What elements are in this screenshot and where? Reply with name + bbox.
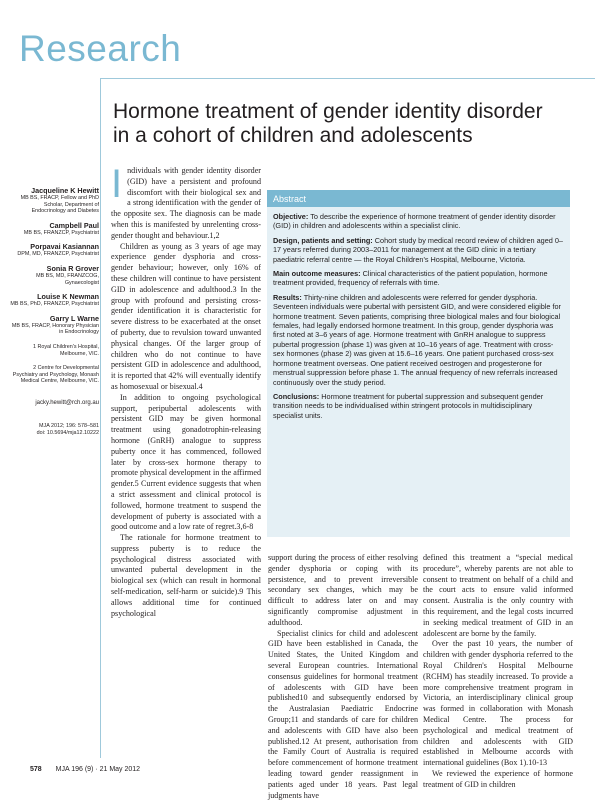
body-paragraph: We reviewed the experience of hormone treatment of GID in children [423,768,573,789]
author-credentials: MB BS, FRANZCP, Psychiatrist [23,229,99,236]
abstract-label: Design, patients and setting: [273,235,373,245]
affiliation: 2 Centre for Developmental Psychiatry and Psychology, Monash Medical Centre, Melbourne, VIC. [12,365,99,385]
author-name: Campbell Paul [49,220,99,230]
author-name: Garry L Warne [49,313,99,323]
abstract-design [267,236,570,264]
article-title: Hormone treatment of gender identity disorder in a cohort of children and adolescents [113,100,543,147]
abstract-results [267,293,570,387]
citation-doi[interactable]: doi: 10.5694/mja12.10222 [36,429,99,436]
author-credentials: MB BS, PhD, FRANZCP, Psychiatrist [10,301,99,308]
abstract-conclusions [267,392,570,420]
citation-info [10,423,99,437]
abstract-text: To describe the experience of hormone treatment of gender identity disorder (GID) in children and adolescents within a specialist clinic. [273,212,556,231]
journal-issue: MJA 196 (9) · 21 May 2012 [55,766,141,773]
page-number: 578 [30,766,42,773]
body-paragraph: Children as young as 3 years of age may experience gender dysphoria and cross-gender behaviour; however, only 16% of these children will continue to have persistent GID in adolescence and adulthood.3 In the group with profound and persisting cross-gender identification it is characteristic for severe distress to be exacerbated at the onset of puberty, due to revulsion toward unwanted physical changes. Of the larger group of children who do not continue to have persistent GID in adolescence and adulthood, it is reported that 42% will eventually identify as homosexual or bisexual.4 [111,241,261,391]
horizontal-rule [100,78,595,79]
author-name: Porpavai Kasiannan [30,242,99,252]
drop-cap: I [111,162,123,206]
author-credentials: MB BS, FRACP, Fellow and PhD Scholar, Department of Endocrinology and Diabetes [20,195,99,215]
author-entry [10,221,99,237]
author-entry [10,264,99,286]
author-entry [10,242,99,258]
abstract-text: Thirty-nine children and adolescents were referred for gender dysphoria. Seventeen individuals were pubertal with persistent GID, and were considered eligible for hormone treatment. Seven patients, comprising three biological males and four biological females, had legally endorsed hormone treatment. In this group, gender dysphoria was first noted at 3–6 years of age. Hormone treatment with GnRH analogue to suppress pubertal progression (phase 1) was given at 10–16 years of age. Treatment with cross-sex hormones (phase 2) was given at 15.6–16 years. One patient purchased cross-sex hormone treatment overseas. One patient received oestrogen and progesterone for menstrual suppression before phase 1. The annual frequency of new referrals increased continuously over the study period. [273,292,561,387]
author-credentials: MB BS, MD, FRANZCOG, Gynaecologist [36,272,99,286]
abstract-box [267,190,570,537]
contact-email[interactable]: jacky.hewitt@rch.org.au [35,399,99,406]
vertical-rule [100,78,101,758]
abstract-label: Conclusions: [273,391,320,401]
body-paragraph: support during the process of either resolving gender dysphoria or coping with its persistence, and to prevent irreversible secondary sex changes, which may be difficult to address later on and may significantly compromise adjustment in adulthood. [268,553,418,627]
body-paragraph: In addition to ongoing psychological support, peripubertal adolescents with persistent GID may be given hormonal treatment using gonadotrophin-releasing hormone (GnRH) analogue to suppress puberty once it has commenced, followed later by cross-sex hormone therapy to promote physical development in the affirmed gender.5 Current evidence suggests that when a strict assessment and clinical protocol is followed, hormone treatment to suspend the development of puberty is associated with a good outcome and a low rate of regret.3,6-8 [111,392,261,532]
body-paragraph: The rationale for hormone treatment to suppress puberty is to reduce the psychological distress associated with unwanted pubertal development in the biological sex (which can result in hormonal self-medication, self-harm or suicide).9 This allows additional time for continued psychological [111,533,261,618]
citation-journal: MJA 2012; 196: 578–581 [39,422,99,429]
author-credentials: DPM, MD, FRANZCP, Psychiatrist [17,251,99,258]
abstract-label: Main outcome measures: [273,269,361,279]
author-sidebar [10,186,99,437]
body-paragraph: Over the past 10 years, the number of children with gender dysphoria referred to the Royal Children's Hospital Melbourne (RCHM) has steadily increased. To provide a more comprehensive treatment program in Victoria, an interdisciplinary clinical group was formed in collaboration with Monash Medical Centre. The process for psychological and medical treatment of children and adolescents with GID established in Melbourne accords with international guidelines (Box 1).10-13 [423,639,573,768]
body-column-3 [423,553,573,791]
author-entry [10,186,99,215]
author-credentials: MB BS, FRACP, Honorary Physician in Endocrinology [11,322,99,336]
affiliation: 1 Royal Children's Hospital, Melbourne, VIC. [32,343,99,357]
abstract-heading: Abstract [267,192,570,207]
abstract-objective [267,212,570,231]
abstract-text: Hormone treatment for pubertal suppression and subsequent gender transition needs to be individualised within stringent protocols in multidisciplinary specialist units. [273,391,544,420]
abstract-text: Cohort study by medical record review of children aged 0–17 years referred during 2003–2011 for management at the GID clinic in a tertiary paediatric referral centre — the Royal Children's Hospital, Melbourne, Victoria. [273,235,563,264]
body-column-2 [268,553,418,801]
body-paragraph: Specialist clinics for child and adolescent GID have been established in Canada, the United States, the United Kingdom and several European countries. International consensus guidelines for hormonal treatment of adolescents with GID have been published10 and subsequently endorsed by the Australasian Paediatric Endocrine Group;11 and standards of care for children and adolescents with GID have also been published.12 At present, authorisation from the Family Court of Australia is required before commencement of hormone treatment leading toward gender reassignment in patients aged under 18 years. Past legal judgments have [268,628,418,800]
abstract-label: Results: [273,292,302,302]
body-paragraph: ndividuals with gender identity disorder (GID) have a persistent and profound discomfort with their biological sex and a strong identification with the gender of the opposite sex. The diagnosis can be made when this is manifested by unrelenting cross-gender thought and behaviour.1,2 [111,166,261,240]
page-footer [30,766,140,773]
author-entry [10,314,99,336]
body-column-1 [111,162,261,619]
author-name: Sonia R Grover [46,263,99,273]
abstract-outcomes [267,269,570,288]
abstract-text: Clinical characteristics of the patient population, hormone treatment provided, frequency of referrals with time. [273,269,548,288]
author-name: Louise K Newman [37,292,99,302]
section-label: Research [19,28,182,69]
author-name: Jacqueline K Hewitt [31,186,99,195]
body-paragraph: defined this treatment a “special medical procedure”, whereby parents are not able to consent to treatment on behalf of a child and the court acts to ensure valid informed consent. Australia is the only country with this requirement, and the legal costs incurred in seeking medical treatment of GID in an adolescent are borne by the family. [423,553,573,638]
author-entry [10,292,99,308]
abstract-label: Objective: [273,212,309,221]
